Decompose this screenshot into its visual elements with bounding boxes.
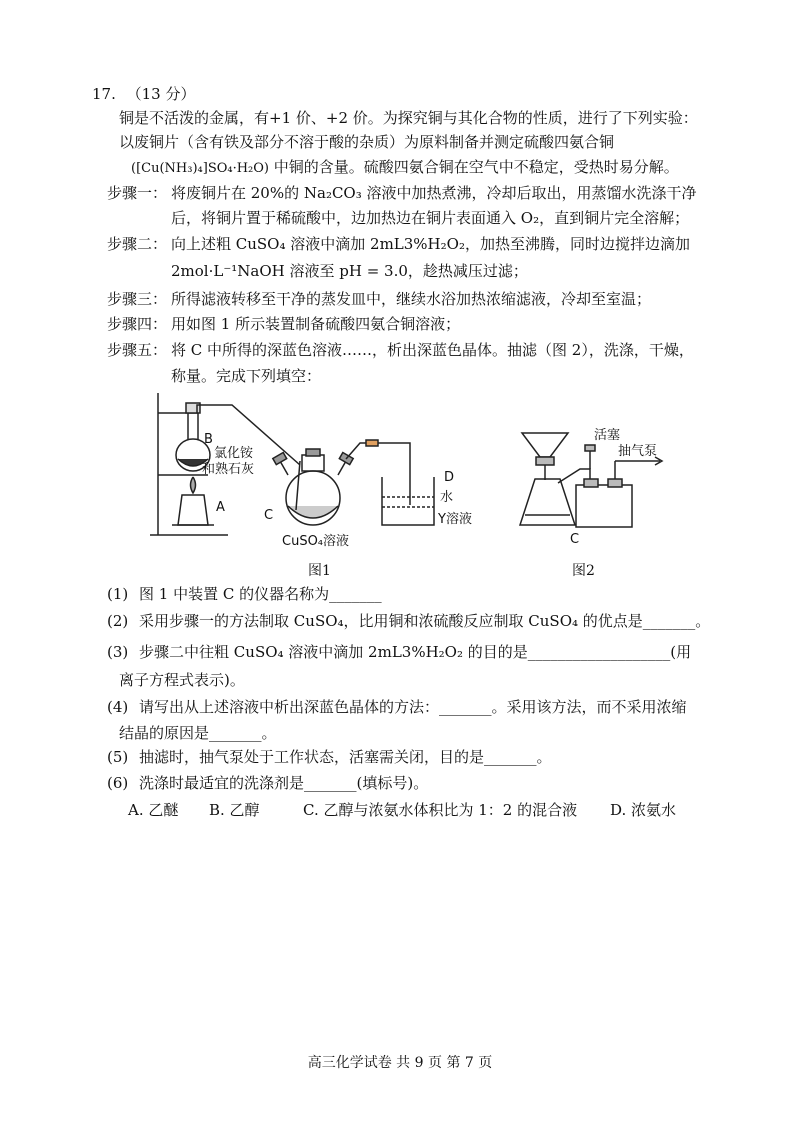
three-neck-flask <box>273 449 353 525</box>
label-b: B <box>204 432 213 447</box>
subq-6-text: 洗涤时最适宜的洗涤剂是_______(填标号)。 <box>139 774 429 792</box>
option-a: A. 乙醚 <box>128 801 179 819</box>
label-water: 水 <box>440 490 454 505</box>
option-c: C. 乙醇与浓氨水体积比为 1：2 的混合液 <box>303 801 578 819</box>
apparatus-figure <box>0 385 800 580</box>
label-valve: 活塞 <box>594 428 621 443</box>
step-2-line-2: 2mol·L⁻¹NaOH 溶液至 pH = 3.0，趁热减压过滤； <box>171 262 528 280</box>
question-number: 17. <box>92 85 116 103</box>
figure-1-caption: 图1 <box>308 563 331 579</box>
subq-4-num: (4) <box>107 698 129 716</box>
intro-line-3-rest: 中铜的含量。硫酸四氨合铜在空气中不稳定，受热时易分解。 <box>273 158 679 176</box>
step-1-line-1: 将废铜片在 20%的 Na₂CO₃ 溶液中加热煮沸，冷却后取出，用蒸馏水洗涤干净 <box>171 184 697 202</box>
label-y: Y溶液 <box>438 512 472 527</box>
step-4-line-1: 用如图 1 所示装置制备硫酸四氨合铜溶液； <box>171 315 461 333</box>
subq-4-line-2: 结晶的原因是_______。 <box>119 724 277 742</box>
outlet-tube <box>346 443 410 505</box>
step-3-label: 步骤三： <box>107 290 168 308</box>
step-5-label: 步骤五： <box>107 341 168 359</box>
step-1-label: 步骤一： <box>107 184 168 202</box>
step-5-line-1: 将 C 中所得的深蓝色溶液……，析出深蓝色晶体。抽滤（图 2），洗涤，干燥， <box>171 341 694 359</box>
subq-1-num: (1) <box>107 585 129 603</box>
label-pump: 抽气泵 <box>618 444 658 459</box>
step-2-line-1: 向上述粗 CuSO₄ 溶液中滴加 2mL3%H₂O₂，加热至沸腾，同时边搅拌边滴加 <box>171 235 690 253</box>
subq-5-num: (5) <box>107 748 129 766</box>
beaker-d <box>382 477 434 525</box>
subq-3 <box>107 641 691 663</box>
burner-a <box>172 477 214 525</box>
label-a: A <box>216 500 225 515</box>
option-d: D. 浓氨水 <box>610 801 677 819</box>
label-c2: C <box>570 532 580 547</box>
step-1-line-2: 后，将铜片置于稀硫酸中，边加热边在铜片表面通入 O₂，直到铜片完全溶解； <box>171 209 690 227</box>
step-3-line-1: 所得滤液转移至干净的蒸发皿中，继续水浴加热浓缩滤液，冷却至室温； <box>171 290 652 308</box>
step-2-label: 步骤二： <box>107 235 168 253</box>
label-cuso4: CuSO₄溶液 <box>282 534 350 549</box>
intro-line-1: 铜是不活泼的金属，有+1 价、+2 价。为探究铜与其化合物的性质，进行了下列实验： <box>119 109 698 127</box>
question-score: （13 分） <box>126 85 196 103</box>
safety-bottle <box>576 457 662 527</box>
figure-2-caption: 图2 <box>572 563 595 579</box>
label-reagent-2: 和熟石灰 <box>202 462 255 477</box>
subq-2 <box>107 610 710 632</box>
question-header <box>92 83 196 105</box>
subq-2-text: 采用步骤一的方法制取 CuSO₄，比用铜和浓硫酸反应制取 CuSO₄ 的优点是_______。 <box>139 612 711 630</box>
connecting-tube <box>558 445 595 483</box>
subq-3-line-2: 离子方程式表示)。 <box>119 671 245 689</box>
subq-1 <box>107 583 382 605</box>
subq-2-num: (2) <box>107 612 129 630</box>
label-d: D <box>444 470 455 485</box>
subq-1-text: 图 1 中装置 C 的仪器名称为_______ <box>139 585 382 603</box>
page-footer: 高三化学试卷 共 9 页 第 7 页 <box>307 1055 493 1071</box>
subq-5 <box>107 746 552 768</box>
intro-line-3 <box>131 156 679 180</box>
label-c: C <box>264 508 274 523</box>
subq-4 <box>107 696 687 718</box>
step-5-line-2: 称量。完成下列填空： <box>171 367 322 385</box>
option-b: B. 乙醇 <box>209 801 260 819</box>
subq-4-text: 请写出从上述溶液中析出深蓝色晶体的方法：_______。采用该方法，而不采用浓缩 <box>139 698 687 716</box>
subq-3-text: 步骤二中往粗 CuSO₄ 溶液中滴加 2mL3%H₂O₂ 的目的是___________________(用 <box>139 643 692 661</box>
label-reagent-1: 氯化铵 <box>214 446 254 461</box>
subq-3-num: (3) <box>107 643 129 661</box>
subq-5-text: 抽滤时，抽气泵处于工作状态，活塞需关闭，目的是_______。 <box>139 748 552 766</box>
compound-formula: ([Cu(NH₃)₄]SO₄·H₂O) <box>131 161 269 176</box>
subq-6 <box>107 772 428 794</box>
subq-6-num: (6) <box>107 774 129 792</box>
intro-line-2: 以废铜片（含有铁及部分不溶于酸的杂质）为原料制备并测定硫酸四氨合铜 <box>119 133 615 151</box>
buchner-funnel <box>520 433 575 525</box>
step-4-label: 步骤四： <box>107 315 168 333</box>
